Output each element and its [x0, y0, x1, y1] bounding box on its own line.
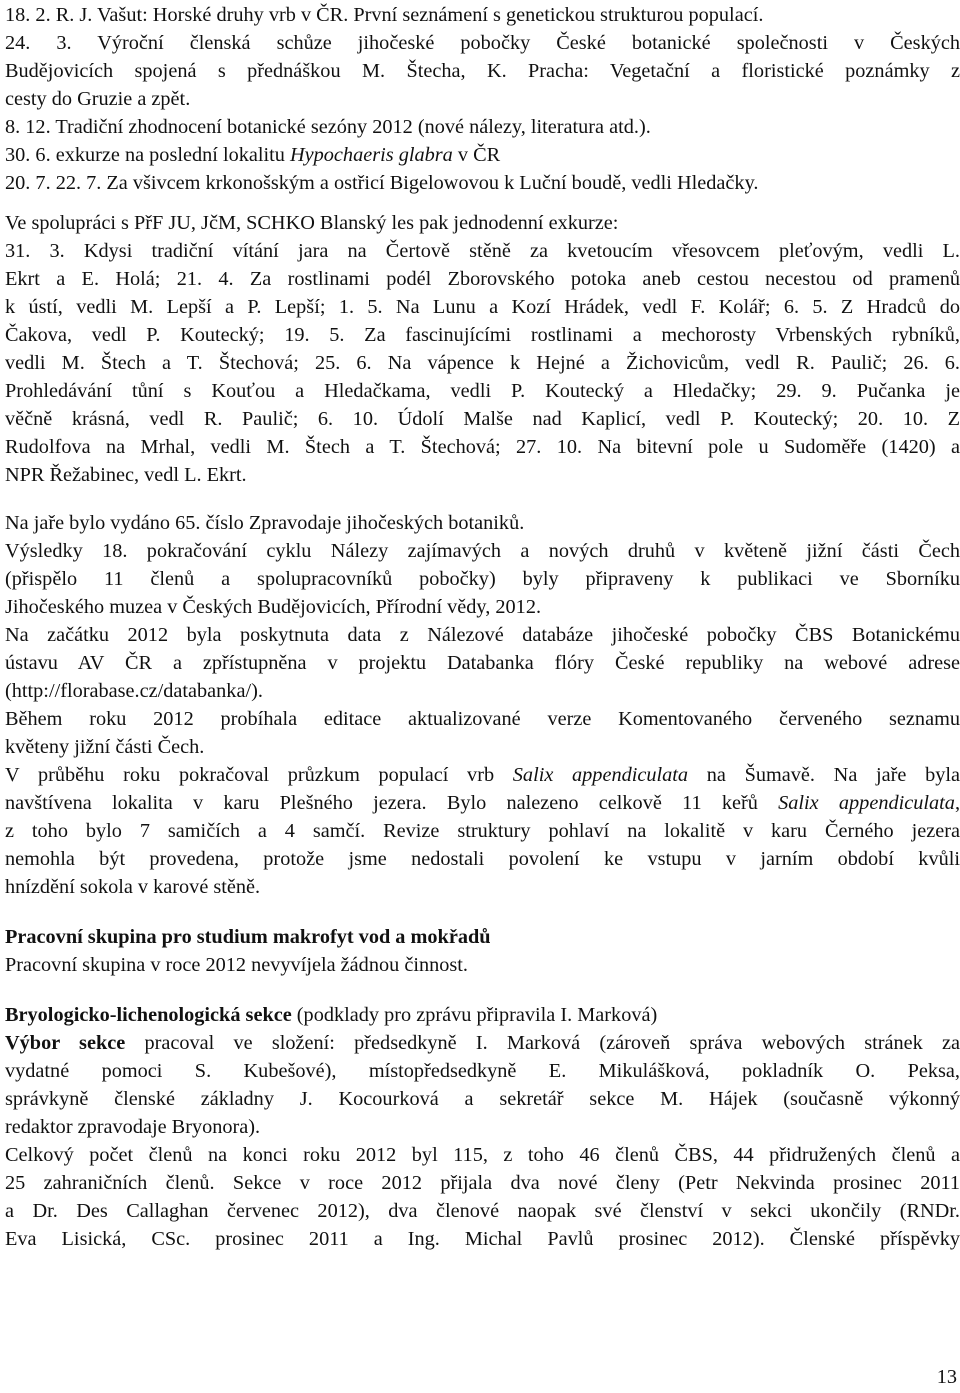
cooperation-line: věčně krásná, vedl R. Paulič; 6. 10. Údolí Malše nad Kaplicí, vedl P. Koutecký; 20. 10. Z [5, 408, 960, 430]
event-line: cesty do Gruzie a zpět. [5, 88, 191, 110]
document-page [5, 0, 960, 1253]
committee-label: Výbor sekce [5, 1032, 126, 1054]
bryo-line: správkyně členské základny J. Kocourková a sekretář sekce M. Hájek (současně výkonný [5, 1088, 960, 1110]
publication-line: Na začátku 2012 byla poskytnuta data z Nálezové databáze jihočeské pobočky ČBS Botanickému [5, 624, 960, 646]
cooperation-line: NPR Řežabinec, vedl L. Ekrt. [5, 464, 247, 486]
cooperation-line: Rudolfova na Mrhal, vedli M. Štech a T. Štechová; 27. 10. Na bitevní pole u Sudoměře (1420) a [5, 436, 960, 458]
cooperation-line: Prohledávání tůní s Kouťou a Hledačkama, vedli P. Koutecký a Hledačky; 29. 9. Pučanka je [5, 380, 960, 402]
publication-line: (http://florabase.cz/databanka/). [5, 680, 263, 702]
species-name: Hypochaeris glabra [290, 144, 453, 166]
spacer [5, 197, 960, 209]
bryo-line [5, 1029, 960, 1057]
salix-line: z toho bylo 7 samičích a 4 samčí. Revize struktury pohlaví na lokalitě v karu Černého jezera [5, 820, 960, 842]
makrofyty-text: Pracovní skupina v roce 2012 nevyvíjela žádnou činnost. [5, 954, 468, 976]
section-heading-makrofyty: Pracovní skupina pro studium makrofyt vod a mokřadů [5, 926, 491, 948]
spacer [5, 489, 960, 509]
page-number: 13 [936, 1366, 957, 1388]
salix-text: navštívena lokalita v karu Plešného jezera. Bylo nalezeno celkově 11 keřů [5, 792, 779, 814]
bryo-line: Eva Lisická, CSc. prosinec 2011 a Ing. Michal Pavlů prosinec 2012). Členské příspěvky [5, 1228, 960, 1250]
event-line [5, 141, 960, 169]
event-line: Budějovicích spojená s přednáškou M. Štecha, K. Pracha: Vegetační a floristické poznámky z [5, 60, 960, 82]
species-name: Salix appendiculata [512, 764, 689, 786]
event-line: 18. 2. R. J. Vašut: Horské druhy vrb v ČR. První seznámení s genetickou strukturou populací. [5, 4, 764, 26]
salix-line [5, 761, 960, 789]
salix-text: na Šumavě. Na jaře byla [688, 764, 960, 786]
event-line: 24. 3. Výroční členská schůze jihočeské pobočky České botanické společnosti v Českých [5, 32, 960, 54]
cooperation-line: Čakova, vedl P. Koutecký; 19. 5. Za fascinujícími rostlinami a mechorosty Vrbenských rybníků, [5, 324, 960, 346]
publication-line: Během roku 2012 probíhala editace aktualizované verze Komentovaného červeného seznamu [5, 708, 960, 730]
cooperation-line: 31. 3. Kdysi tradiční vítání jara na Čertově stěně za kvetoucím vřesovcem pleťovým, vedli L. [5, 240, 960, 262]
bryo-line: redaktor zpravodaje Bryonora). [5, 1116, 261, 1138]
bryo-line: 25 zahraničních členů. Sekce v roce 2012 přijala dva nové členy (Petr Nekvinda prosinec 2011 [5, 1172, 960, 1194]
spacer [5, 979, 960, 1001]
spacer [5, 901, 960, 923]
section-heading-bryo [5, 1001, 960, 1029]
event-line: 20. 7. 22. 7. Za všivcem krkonošským a ostřicí Bigelowovou k Luční boudě, vedli Hledačky. [5, 172, 759, 194]
publication-line: Na jaře bylo vydáno 65. číslo Zpravodaje jihočeských botaniků. [5, 512, 525, 534]
publication-line: Výsledky 18. pokračování cyklu Nálezy zajímavých a nových druhů v květeně jižní části Čech [5, 540, 960, 562]
cooperation-line: Ve spolupráci s PřF JU, JčM, SCHKO Blanský les pak jednodenní exkurze: [5, 212, 619, 234]
section-title: Bryologicko-lichenologická sekce [5, 1004, 292, 1026]
section-note: (podklady pro zprávu připravila I. Marková) [291, 1004, 658, 1026]
publication-line: Jihočeského muzea v Českých Budějovicích, Přírodní vědy, 2012. [5, 596, 542, 618]
bryo-line: vydatné pomoci S. Kubešové), místopředsedkyně E. Mikulášková, pokladník O. Peksa, [5, 1060, 960, 1082]
cooperation-line: Ekrt a E. Holá; 21. 4. Za rostlinami podél Zborovského potoka aneb cestou necestou od pramenů [5, 268, 960, 290]
salix-text: V průběhu roku pokračoval průzkum populací vrb [5, 764, 513, 786]
species-name: Salix appendiculata [778, 792, 955, 814]
salix-line: nemohla být provedena, protože jsme nedostali povolení ke vstupu v jarním období kvůli [5, 848, 960, 870]
event-text: 30. 6. exkurze na poslední lokalitu [5, 144, 290, 166]
salix-text: , [954, 792, 960, 814]
cooperation-line: k ústí, vedli M. Lepší a P. Lepší; 1. 5. Na Lunu a Kozí Hrádek, vedl F. Kolář; 6. 5. Z Hradců do [5, 296, 960, 318]
salix-line: hnízdění sokola v karové stěně. [5, 876, 261, 898]
bryo-line: a Dr. Des Callaghan červenec 2012), dva členové naopak své členství v sekci ukončily (RNDr. [5, 1200, 960, 1222]
publication-line: (přispělo 11 členů a spolupracovníků pobočky) byly připraveny k publikaci ve Sborníku [5, 568, 960, 590]
bryo-line: Celkový počet členů na konci roku 2012 byl 115, z toho 46 členů ČBS, 44 přidružených členů a [5, 1144, 960, 1166]
bryo-text: pracoval ve složení: předsedkyně I. Marková (zároveň správa webových stránek za [125, 1032, 960, 1054]
publication-line: květeny jižní části Čech. [5, 736, 205, 758]
publication-line: ústavu AV ČR a zpřístupněna v projektu Databanka flóry České republiky na webové adrese [5, 652, 960, 674]
event-line: 8. 12. Tradiční zhodnocení botanické sezóny 2012 (nové nálezy, literatura atd.). [5, 116, 651, 138]
salix-line [5, 789, 960, 817]
event-text: v ČR [452, 144, 501, 166]
cooperation-line: vedli M. Štech a T. Štechová; 25. 6. Na vápence k Hejné a Žichovicům, vedl R. Paulič; 26. 6. [5, 352, 960, 374]
